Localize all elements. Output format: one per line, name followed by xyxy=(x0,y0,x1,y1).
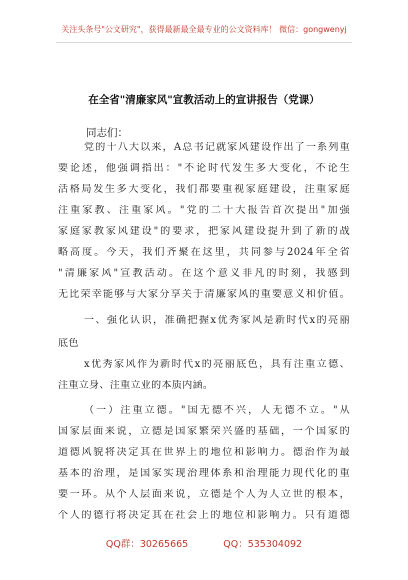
body-line: 要论述，他强调指出："不论时代发生多大变化，不论生 xyxy=(58,163,350,174)
footer-qq-group: QQ群：30265665 xyxy=(105,539,189,550)
document-title: 在全省"清廉家风"宣教活动上的宣讲报告（党课） xyxy=(88,94,320,106)
body-line: 家庭家教家风建设"的要求，把家风建设提升到了新的战 xyxy=(58,226,350,237)
body-line: 党的十八大以来，A总书记就家风建设作出了一系列重 xyxy=(84,142,350,153)
body-line: 无比荣幸能够与大家分享关于清廉家风的重要意义和价值。 xyxy=(58,289,350,300)
header-promo-text: 关注头条号"公文研究"，获得最新最全最专业的公文资料库！ 微信：gongwenyj xyxy=(61,25,347,34)
footer-contact xyxy=(0,536,408,550)
body-line: 国家层面来说，立德是国家繁荣兴盛的基础，一个国家的 xyxy=(58,426,350,437)
body-line: x优秀家风作为新时代x的亮丽底色，具有注重立德、 xyxy=(84,359,350,370)
body-line: 注重家教、注重家风。"党的二十大报告首次提出"加强 xyxy=(58,205,350,216)
salutation: 同志们： xyxy=(86,127,128,139)
body-line: 要一环。从个人层面来说，立德是个人为人立世的根本， xyxy=(58,489,350,500)
body-line: 个人的德行将决定其在社会上的地位和影响力。只有道德 xyxy=(58,510,350,521)
body-line: 注重立身、注重立业的本质内涵。 xyxy=(58,380,214,391)
section-heading-continued: 底色 xyxy=(58,338,79,349)
body-line: 活格局发生多大变化，我们都要重视家庭建设，注重家庭 xyxy=(58,184,350,195)
header-divider xyxy=(56,42,352,43)
body-line: 道德风貌将决定其在世界上的地位和影响力。德治作为最 xyxy=(58,447,350,458)
body-line: 略高度。今天，我们齐聚在这里，共同参与2024年全省 xyxy=(58,247,350,258)
footer-qq-number: QQ：535304092 xyxy=(223,539,303,550)
section-heading: 一、强化认识，准确把握x优秀家风是新时代x的亮丽 xyxy=(84,315,350,326)
body-line: 基本的治理，是国家实现治理体系和治理能力现代化的重 xyxy=(58,468,350,479)
subsection-heading: （一）注重立德。"国无德不兴，人无德不立。"从 xyxy=(84,405,350,416)
body-line: "清廉家风"宣教活动。在这个意义非凡的时刻，我感到 xyxy=(58,268,350,279)
